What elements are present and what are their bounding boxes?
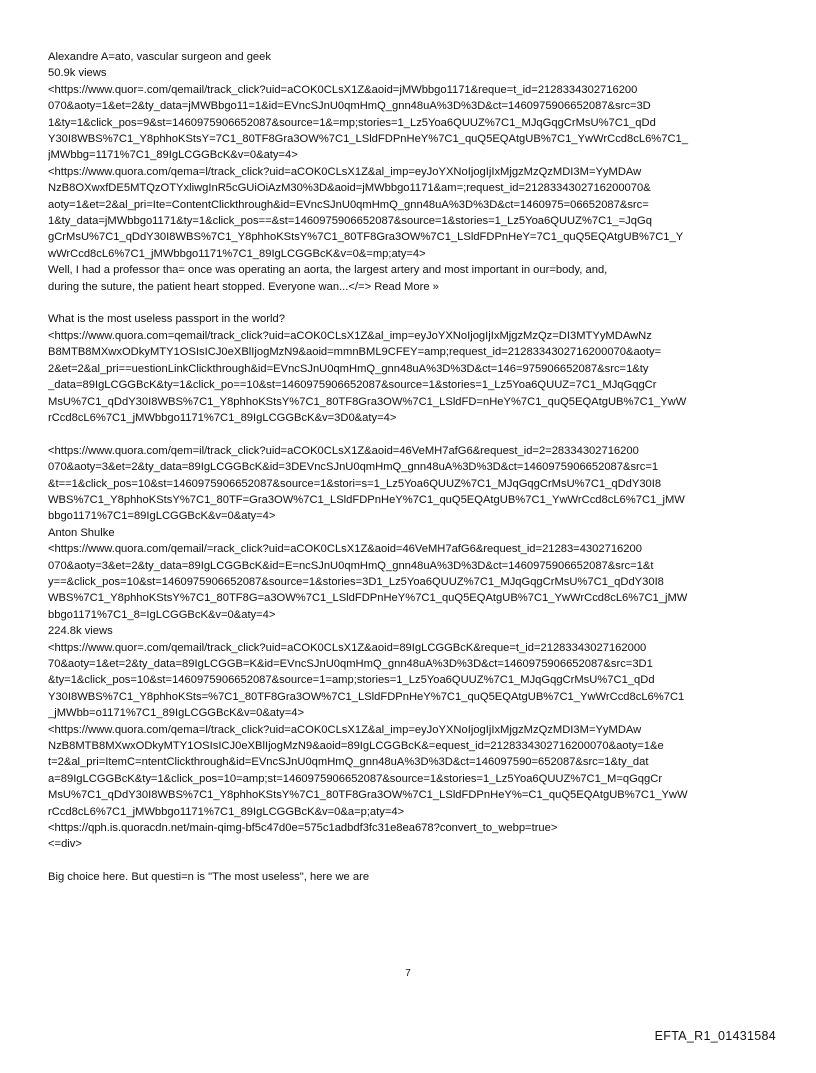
document-body <box>48 49 770 886</box>
text-line: bbgo1171%7C1_8=IgLCGGBcK&v=0&aty=4> <box>48 608 276 621</box>
text-line: y==&click_pos=10&st=1460975906652087&source=1&stories=3D1_Lz5Yoa6QUUZ%7C1_MJqGqgCrMsU%7C1_qDdY30I8 <box>48 575 664 588</box>
document-id-footer: EFTA_R1_01431584 <box>654 1029 776 1043</box>
text-line: Y30I8WBS%7C1_Y8phhoKStsY=7C1_80TF8Gra3OW%7C1_LSldFDPnHeY%7C1_quQ5EQAtgUB%7C1_YwWrCcd8cL6%7C1_ <box>48 133 688 146</box>
text-line: rCcd8cL6%7C1_jMWbbgo1171%7C1_89IgLCGGBcK&v=3D0&aty=4> <box>48 411 397 424</box>
blank-line <box>48 426 770 442</box>
text-line: t=2&al_pri=ItemC=ntentClickthrough&id=EVncSJnU0qmHmQ_gnn48uA%3D%3D&ct=146097590=652087&src=1&ty_dat <box>48 756 649 769</box>
text-line: 70&aoty=1&et=2&ty_data=89IgLCGGB=K&id=EVncSJnU0qmHmQ_gnn48uA%3D%3D&ct=1460975906652087&src=3D1 <box>48 658 653 670</box>
text-line: rCcd8cL6%7C1_jMWbbgo1171%7C1_89IgLCGGBcK&v=0&a=p;aty=4> <box>48 805 405 818</box>
text-line: gCrMsU%7C1_qDdY30I8WBS%7C1_Y8phhoKStsY%7C1_80TF8Gra3OW%7C1_LSldFDPnHeY=7C1_quQ5EQAtgUB%7C1_Y <box>48 231 684 244</box>
text-line: Anton Shulke <box>48 526 115 539</box>
text-line: <https://www.quora.com/qem=il/track_click?uid=aCOK0CLsX1Z&aoid=46VeMH7afG6&request_id=2=28334302716200 <box>48 444 639 457</box>
text-line: NzB8OXwxfDE5MTQzOTYxliwgInR5cGUiOiAzM30%3D&aoid=jMWbbgo1171&am=;request_id=2128334302716200070& <box>48 182 651 195</box>
text-line: 070&aoty=1&et=2&ty_data=jMWBbgo11=1&id=EVncSJnU0qmHmQ_gnn48uA%3D%3D&ct=1460975906652087&src=3D <box>48 100 651 113</box>
text-line: WBS%7C1_Y8phhoKStsY%7C1_80TF8G=a3OW%7C1_LSldFDPnHeY%7C1_quQ5EQAtgUB%7C1_YwWrCcd8cL6%7C1_jMW <box>48 592 688 605</box>
text-line: 2&et=2&al_pri==uestionLinkClickthrough&id=EVncSJnU0qmHmQ_gnn48uA%3D%3D&ct=146=975906652087&src=1&ty <box>48 362 649 375</box>
text-line: <https://www.quora.com/qemail/=rack_click?uid=aCOK0CLsX1Z&aoid=46VeMH7afG6&request_id=21283=4302716200 <box>48 543 642 556</box>
text-line: 50.9k views <box>48 67 107 80</box>
text-line: <https://www.quor=.com/qemail/track_click?uid=aCOK0CLsX1Z&aoid=89IgLCGGBcK&reque=t_id=21283343027162000 <box>48 641 647 654</box>
text-line: 224.8k views <box>48 625 113 638</box>
text-line: a=89IgLCGGBcK&ty=1&click_pos=10=amp;st=1460975906652087&source=1&stories=1_Lz5Yoa6QUUZ%7C1_M=qGqgCr <box>48 772 663 785</box>
text-line: _data=89IgLCGGBcK&ty=1&click_po==10&st=1460975906652087&source=1&stories=1_Lz5Yoa6QUUZ=7C1_MJqGqgCr <box>48 379 657 392</box>
text-line: 1&ty=1&click_pos=9&st=1460975906652087&source=1&=mp;stories=1_Lz5Yoa6QUUZ%7C1_MJqGqgCrMsU%7C1_qDd <box>48 116 656 129</box>
text-line: <https://www.quor=.com/qemail/track_click?uid=aCOK0CLsX1Z&aoid=jMWbbgo1171&reque=t_id=2128334302716200 <box>48 83 638 96</box>
text-line: MsU%7C1_qDdY30I8WBS%7C1_Y8phhoKStsY%7C1_80TF8Gra3OW%7C1_LSldFDPnHeY%=C1_quQ5EQAtgUB%7C1_YwW <box>48 789 688 802</box>
text-line: WBS%7C1_Y8phhoKStsY%7C1_80TF=Gra3OW%7C1_LSldFDPnHeY%7C1_quQ5EQAtgUB%7C1_YwWrCcd8cL6%7C1_jMW <box>48 493 685 506</box>
text-line: What is the most useless passport in the world? <box>48 313 285 326</box>
text-line: <=div> <box>48 838 82 851</box>
text-line: B8MTB8MXwxODkyMTY1OSIsICJ0eXBlIjogMzN9&aoid=mmnBML9CFEY=amp;request_id=2128334302716200070&aoty= <box>48 346 662 359</box>
text-line: wWrCcd8cL6%7C1_jMWbbgo1171%7C1_89IgLCGGBcK&v=0&=mp;aty=4> <box>48 247 426 260</box>
text-line: during the suture, the patient heart stopped. Everyone wan...</=> Read More » <box>48 280 439 293</box>
text-line: _jMWbb=o1171%7C1_89IgLCGGBcK&v=0&aty=4> <box>48 707 305 720</box>
text-line: jMWbbg=1171%7C1_89IgLCGGBcK&v=0&aty=4> <box>48 149 298 162</box>
text-line: NzB8MTB8MXwxODkyMTY1OSIsICJ0eXBlIjogMzN9&aoid=89IgLCGGBcK&=equest_id=2128334302716200070&aoty=1&e <box>48 740 664 753</box>
text-line: <https://www.quora.com=qemail/track_click?uid=aCOK0CLsX1Z&al_imp=eyJoYXNoIjogIjIxMjgzMzQz=DI3MTYyMDAwNz <box>48 329 652 342</box>
text-line: <https://qph.is.quoracdn.net/main-qimg-bf5c47d0e=575c1adbdf3fc31e8ea678?convert_to_webp=true> <box>48 822 558 835</box>
text-line: Well, I had a professor tha= once was operating an aorta, the largest artery and most important in our=body, and, <box>48 264 608 277</box>
text-line: 070&aoty=3&et=2&ty_data=89IgLCGGBcK&id=3DEVncSJnU0qmHmQ_gnn48uA%3D%3D&ct=1460975906652087&src=1 <box>48 461 659 474</box>
text-line: 1&ty_data=jMWbbgo1171&ty=1&click_pos==&st=1460975906652087&source=1&stories=1_Lz5Yoa6QUUZ%7C1_=JqGq <box>48 215 652 228</box>
blank-line <box>48 295 770 311</box>
text-line: MsU%7C1_qDdY30I8WBS%7C1_Y8phhoKStsY%7C1_80TF8Gra3OW%7C1_LSldFD=nHeY%7C1_quQ5EQAtgUB%7C1_YwW <box>48 395 687 408</box>
text-line: Y30I8WBS%7C1_Y8phhoKSts=%7C1_80TF8Gra3OW%7C1_LSldFDPnHeY%7C1_quQ5EQAtgUB%7C1_YwWrCcd8cL6%7C1 <box>48 690 685 703</box>
blank-line <box>48 853 770 869</box>
text-line: <https://www.quora.com/qema=l/track_click?uid=aCOK0CLsX1Z&al_imp=eyJoYXNoIjogIjIxMjgzMzQzMDI3M=YyMDAw <box>48 165 642 178</box>
text-line: <https://www.quora.com/qema=l/track_click?uid=aCOK0CLsX1Z&al_imp=eyJoYXNoIjogIjIxMjgzMzQzMDI3M=YyMDAw <box>48 723 642 736</box>
text-line: Big choice here. But questi=n is "The most useless", here we are <box>48 871 370 884</box>
page-number: 7 <box>405 968 411 979</box>
text-line: Alexandre A=ato, vascular surgeon and geek <box>48 51 271 63</box>
text-line: bbgo1171%7C1=89IgLCGGBcK&v=0&aty=4> <box>48 510 276 523</box>
text-line: &ty=1&click_pos=10&st=1460975906652087&source=1=amp;stories=1_Lz5Yoa6QUUZ%7C1_MJqGqgCrMsU%7C1_qDd <box>48 674 655 687</box>
text-line: &t==1&click_pos=10&st=1460975906652087&source=1&stori=s=1_Lz5Yoa6QUUZ%7C1_MJqGqgCrMsU%7C1_qDdY30I8 <box>48 477 662 490</box>
text-line: aoty=1&et=2&al_pri=Ite=ContentClickthrough&id=EVncSJnU0qmHmQ_gnn48uA%3D%3D&ct=1460975=06652087&src= <box>48 198 649 211</box>
text-line: 070&aoty=3&et=2&ty_data=89IgLCGGBcK&id=E=ncSJnU0qmHmQ_gnn48uA%3D%3D&ct=1460975906652087&src=1&t <box>48 559 654 572</box>
